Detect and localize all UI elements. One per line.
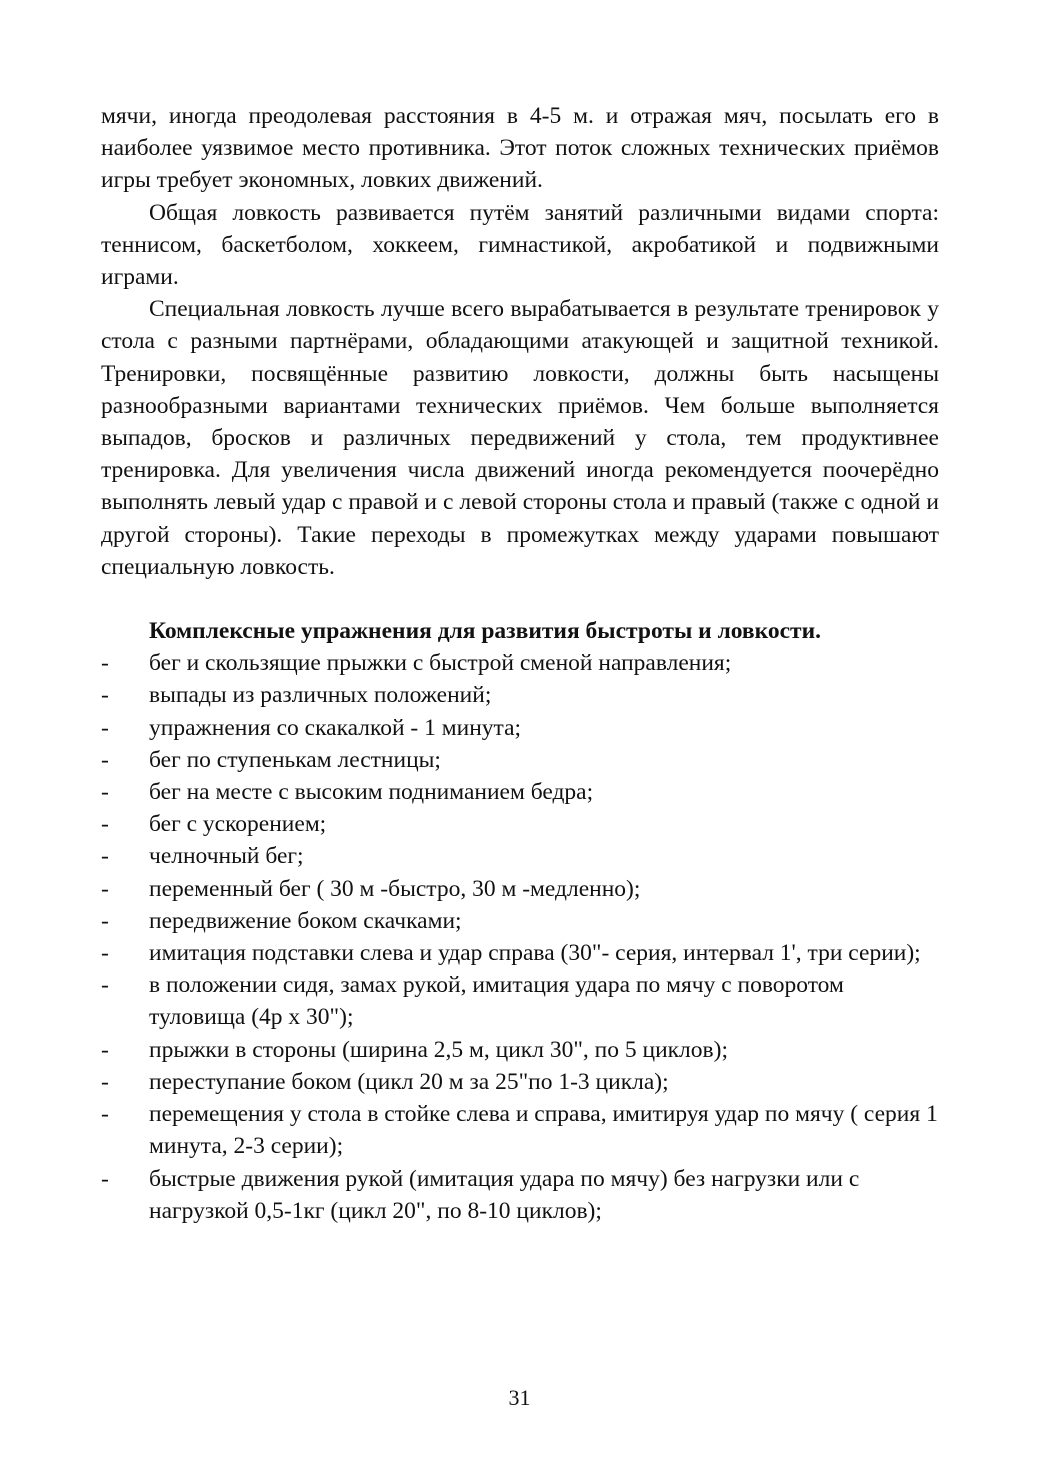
list-dash: - bbox=[101, 875, 109, 902]
exercise-list bbox=[101, 647, 939, 1227]
list-item-text: упражнения со скакалкой - 1 минута; bbox=[149, 714, 522, 741]
list-item-text: челночный бег; bbox=[149, 843, 304, 870]
list-item bbox=[101, 744, 939, 776]
list-item bbox=[101, 1034, 939, 1066]
list-dash: - bbox=[101, 714, 109, 741]
list-item-text: в положении сидя, замах рукой, имитация удара по мячу с поворотом туловища (4р х 30"); bbox=[149, 972, 844, 1031]
list-item bbox=[101, 873, 939, 905]
list-dash: - bbox=[101, 779, 109, 806]
list-dash: - bbox=[101, 811, 109, 838]
list-item-text: передвижение боком скачками; bbox=[149, 907, 462, 934]
list-item bbox=[101, 840, 939, 872]
list-item bbox=[101, 679, 939, 711]
paragraph-continuation: мячи, иногда преодолевая расстояния в 4-5 м. и отражая мяч, посылать его в наиболее уязвимое место противника. Этот поток сложных технических приёмов игры требует экономных, ловких движений. bbox=[101, 103, 939, 194]
paragraph-special-agility: Специальная ловкость лучше всего вырабатывается в результате тренировок у стола с разными партнёрами, обладающими атакующей и защитной техникой. Тренировки, посвящённые развитию ловкости, должны быть насыщены разнообразными вариантами технических приёмов. Чем больше выполняется выпадов, бросков и различных передвижений у стола, тем продуктивнее тренировка. Для увеличения числа движений иногда рекомендуется поочерёдно выполнять левый удар с правой и с левой стороны стола и правый (также с одной и другой стороны). Такие переходы в промежутках между ударами повышают специальную ловкость. bbox=[101, 296, 939, 580]
list-item-text: прыжки в стороны (ширина 2,5 м, цикл 30", по 5 циклов); bbox=[149, 1036, 728, 1063]
page-body bbox=[101, 100, 939, 1227]
list-dash: - bbox=[101, 972, 109, 999]
list-item bbox=[101, 1066, 939, 1098]
list-dash: - bbox=[101, 1165, 109, 1192]
list-item bbox=[101, 712, 939, 744]
list-item bbox=[101, 937, 939, 969]
list-dash: - bbox=[101, 650, 109, 677]
list-dash: - bbox=[101, 843, 109, 870]
list-dash: - bbox=[101, 682, 109, 709]
list-item-text: имитация подставки слева и удар справа (30"- серия, интервал 1', три серии); bbox=[149, 940, 921, 967]
page-number: 31 bbox=[508, 1385, 531, 1410]
paragraph-general-agility: Общая ловкость развивается путём занятий различными видами спорта: теннисом, баскетболом, хоккеем, гимнастикой, акробатикой и подвижными играми. bbox=[101, 199, 939, 291]
list-item bbox=[101, 1098, 939, 1162]
list-dash: - bbox=[101, 907, 109, 934]
list-item bbox=[101, 969, 939, 1033]
list-item bbox=[101, 647, 939, 679]
list-item-text: переменный бег ( 30 м -быстро, 30 м -медленно); bbox=[149, 875, 641, 902]
list-dash: - bbox=[101, 1068, 109, 1095]
list-dash: - bbox=[101, 1101, 109, 1128]
list-item bbox=[101, 808, 939, 840]
list-dash: - bbox=[101, 940, 109, 967]
list-item-text: быстрые движения рукой (имитация удара по мячу) без нагрузки или с нагрузкой 0,5-1кг (цикл 20", по 8-10 циклов); bbox=[149, 1165, 860, 1224]
list-item-text: выпады из различных положений; bbox=[149, 682, 492, 709]
list-dash: - bbox=[101, 1036, 109, 1063]
list-item-text: перемещения у стола в стойке слева и справа, имитируя удар по мячу ( серия 1 минута, 2-3 серии); bbox=[149, 1101, 938, 1160]
list-item-text: бег на месте с высоким подниманием бедра; bbox=[149, 779, 594, 806]
list-item-text: переступание боком (цикл 20 м за 25"по 1-3 цикла); bbox=[149, 1068, 669, 1095]
list-item-text: бег с ускорением; bbox=[149, 811, 327, 838]
list-item bbox=[101, 776, 939, 808]
list-dash: - bbox=[101, 746, 109, 773]
list-item bbox=[101, 905, 939, 937]
list-item-text: бег и скользящие прыжки с быстрой сменой направления; bbox=[149, 650, 732, 677]
list-item-text: бег по ступенькам лестницы; bbox=[149, 746, 441, 773]
section-heading: Комплексные упражнения для развития быстроты и ловкости. bbox=[149, 618, 821, 645]
list-item bbox=[101, 1163, 939, 1227]
